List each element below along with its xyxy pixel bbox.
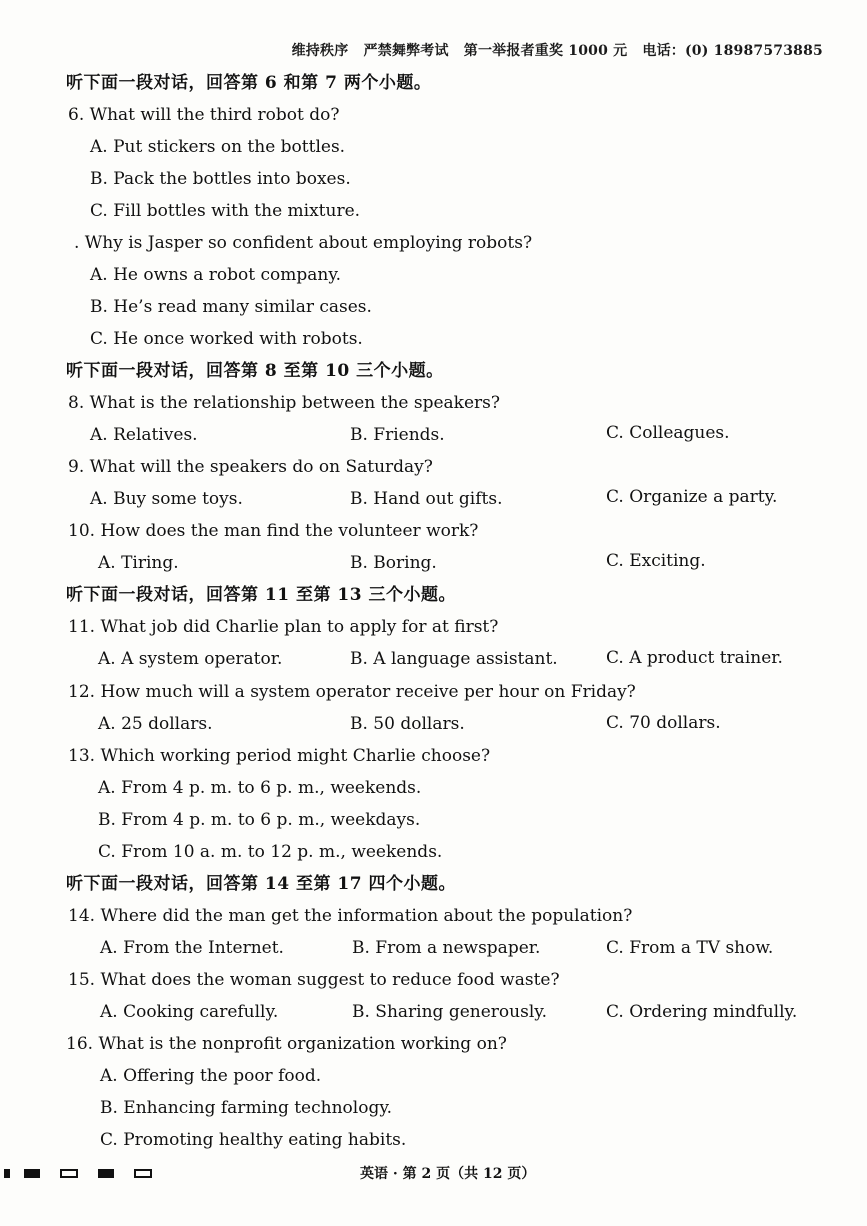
- question-12-option-b[interactable]: B. 50 dollars.: [350, 714, 465, 734]
- question-6-option-b[interactable]: B. Pack the bottles into boxes.: [90, 169, 351, 189]
- question-13-option-c[interactable]: C. From 10 a. m. to 12 p. m., weekends.: [98, 842, 443, 862]
- question-10-option-c[interactable]: C. Exciting.: [606, 551, 706, 571]
- header-no-cheating: 严禁舞弊考试: [363, 43, 449, 59]
- question-11-option-a[interactable]: A. A system operator.: [98, 649, 283, 669]
- question-12-option-c[interactable]: C. 70 dollars.: [606, 713, 721, 733]
- question-6-option-c[interactable]: C. Fill bottles with the mixture.: [90, 201, 361, 221]
- section-heading-8-10: 听下面一段对话，回答第 8 至第 10 三个小题。: [66, 361, 444, 381]
- question-13-option-a[interactable]: A. From 4 p. m. to 6 p. m., weekends.: [98, 778, 422, 798]
- header-order: 维持秩序: [291, 43, 349, 59]
- question-14-option-a[interactable]: A. From the Internet.: [100, 938, 284, 958]
- question-12-option-a[interactable]: A. 25 dollars.: [98, 714, 213, 734]
- question-13-option-b[interactable]: B. From 4 p. m. to 6 p. m., weekdays.: [98, 810, 421, 830]
- question-16-stem: 16. What is the nonprofit organization working on?: [66, 1034, 507, 1054]
- question-11-option-c[interactable]: C. A product trainer.: [606, 648, 783, 668]
- section-heading-6-7: 听下面一段对话，回答第 6 和第 7 两个小题。: [66, 73, 432, 93]
- question-7-option-c[interactable]: C. He once worked with robots.: [90, 329, 363, 349]
- question-10-option-a[interactable]: A. Tiring.: [98, 553, 179, 573]
- question-8-stem: 8. What is the relationship between the speakers?: [68, 393, 501, 413]
- question-10-option-b[interactable]: B. Boring.: [350, 553, 437, 573]
- question-12-stem: 12. How much will a system operator receive per hour on Friday?: [68, 682, 636, 702]
- question-11-stem: 11. What job did Charlie plan to apply for at first?: [68, 617, 499, 637]
- question-16-option-c[interactable]: C. Promoting healthy eating habits.: [100, 1130, 407, 1150]
- question-13-stem: 13. Which working period might Charlie choose?: [68, 746, 491, 766]
- question-7-option-a[interactable]: A. He owns a robot company.: [90, 265, 342, 285]
- question-8-option-c[interactable]: C. Colleagues.: [606, 423, 730, 443]
- registration-mark: [4, 1169, 10, 1178]
- question-9-option-b[interactable]: B. Hand out gifts.: [350, 489, 503, 509]
- header-reward: 第一举报者重奖 1000 元: [463, 43, 628, 59]
- page-number: 英语 · 第 2 页（共 12 页）: [360, 1166, 536, 1182]
- question-11-option-b[interactable]: B. A language assistant.: [350, 649, 558, 669]
- question-15-stem: 15. What does the woman suggest to reduce food waste?: [68, 970, 560, 990]
- question-8-option-a[interactable]: A. Relatives.: [90, 425, 198, 445]
- header-phone: 电话：(0) 18987573885: [642, 43, 823, 59]
- registration-mark: [134, 1169, 152, 1178]
- question-9-option-c[interactable]: C. Organize a party.: [606, 487, 778, 507]
- question-14-option-c[interactable]: C. From a TV show.: [606, 938, 774, 958]
- registration-mark: [60, 1169, 78, 1178]
- question-7-option-b[interactable]: B. He’s read many similar cases.: [90, 297, 372, 317]
- question-9-option-a[interactable]: A. Buy some toys.: [90, 489, 243, 509]
- page-header: [282, 40, 823, 60]
- question-16-option-a[interactable]: A. Offering the poor food.: [100, 1066, 322, 1086]
- question-9-stem: 9. What will the speakers do on Saturday?: [68, 457, 433, 477]
- question-6-stem: 6. What will the third robot do?: [68, 105, 340, 125]
- registration-mark: [98, 1169, 114, 1178]
- question-14-stem: 14. Where did the man get the information about the population?: [68, 906, 633, 926]
- question-6-option-a[interactable]: A. Put stickers on the bottles.: [90, 137, 346, 157]
- question-7-stem: . Why is Jasper so confident about employing robots?: [74, 233, 533, 253]
- question-16-option-b[interactable]: B. Enhancing farming technology.: [100, 1098, 393, 1118]
- question-15-option-b[interactable]: B. Sharing generously.: [352, 1002, 548, 1022]
- question-15-option-c[interactable]: C. Ordering mindfully.: [606, 1002, 798, 1022]
- page-footer: [0, 1163, 867, 1185]
- question-14-option-b[interactable]: B. From a newspaper.: [352, 938, 541, 958]
- question-8-option-b[interactable]: B. Friends.: [350, 425, 445, 445]
- question-15-option-a[interactable]: A. Cooking carefully.: [100, 1002, 279, 1022]
- registration-mark: [24, 1169, 40, 1178]
- section-heading-14-17: 听下面一段对话，回答第 14 至第 17 四个小题。: [66, 874, 456, 894]
- section-heading-11-13: 听下面一段对话，回答第 11 至第 13 三个小题。: [66, 585, 456, 605]
- question-10-stem: 10. How does the man find the volunteer work?: [68, 521, 479, 541]
